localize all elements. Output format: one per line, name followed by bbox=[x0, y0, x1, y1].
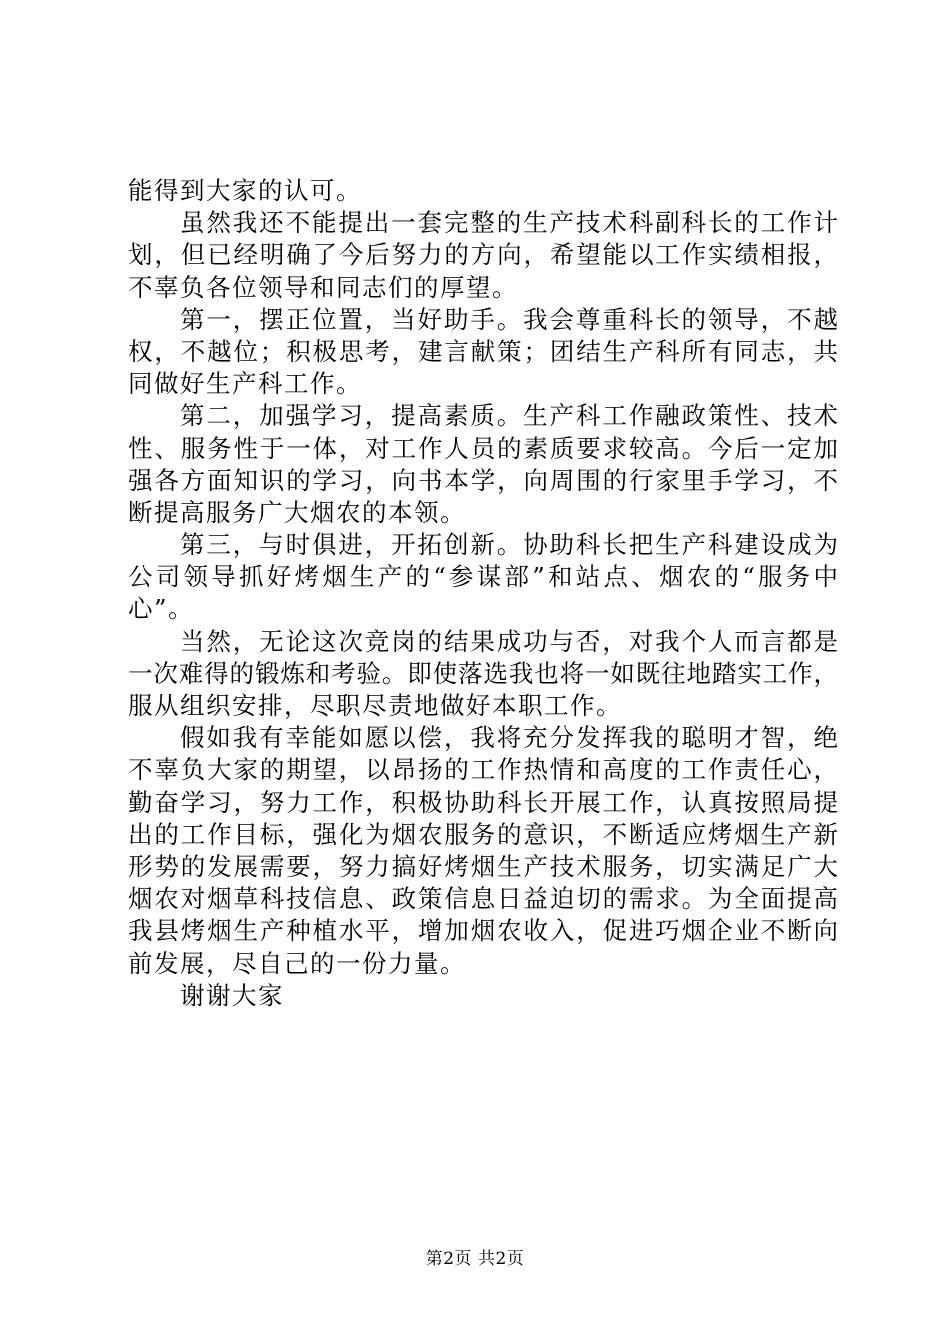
text-line: 虽然我还不能提出一套完整的生产技术科副科长的工作计 bbox=[180, 208, 838, 238]
text-line: 权，不越位；积极思考，建言献策；团结生产科所有同志，共 bbox=[128, 336, 838, 366]
text-line: 出的工作目标，强化为烟农服务的意识，不断适应烤烟生产新 bbox=[128, 819, 838, 849]
body-text bbox=[128, 175, 838, 1012]
text-line: 公司领导抓好烤烟生产的“参谋部”和站点、烟农的“服务中 bbox=[128, 562, 838, 592]
page-footer: 第2页 共2页 bbox=[425, 1249, 525, 1269]
text-line: 我县烤烟生产种植水平，增加烟农收入，促进巧烟企业不断向 bbox=[128, 916, 838, 946]
text-line: 能得到大家的认可。 bbox=[128, 176, 362, 205]
text-line: 服从组织安排，尽职尽责地做好本职工作。 bbox=[128, 691, 622, 720]
text-line: 划，但已经明确了今后努力的方向，希望能以工作实绩相报， bbox=[128, 240, 838, 270]
text-line: 不辜负大家的期望，以昂扬的工作热情和高度的工作责任心， bbox=[128, 755, 838, 785]
text-line: 不辜负各位领导和同志们的厚望。 bbox=[128, 272, 518, 302]
text-line: 前发展，尽自己的一份力量。 bbox=[128, 948, 466, 978]
text-line: 心”。 bbox=[128, 594, 195, 624]
text-line: 第一，摆正位置，当好助手。我会尊重科长的领导，不越 bbox=[180, 304, 838, 334]
text-line: 同做好生产科工作。 bbox=[128, 369, 362, 399]
text-line: 第二，加强学习，提高素质。生产科工作融政策性、技术 bbox=[180, 401, 838, 431]
text-line: 谢谢大家 bbox=[180, 980, 284, 1010]
text-line: 强各方面知识的学习，向书本学，向周围的行家里手学习，不 bbox=[128, 465, 838, 495]
text-line: 当然，无论这次竞岗的结果成功与否，对我个人而言都是 bbox=[180, 626, 838, 656]
text-line: 第三，与时俱进，开拓创新。协助科长把生产科建设成为 bbox=[180, 530, 838, 560]
text-line: 一次难得的锻炼和考验。即使落选我也将一如既往地踏实工作， bbox=[128, 658, 838, 688]
text-line: 勤奋学习，努力工作，积极协助科长开展工作，认真按照局提 bbox=[128, 787, 838, 817]
text-line: 烟农对烟草科技信息、政策信息日益迫切的需求。为全面提高 bbox=[128, 884, 838, 914]
text-line: 形势的发展需要，努力搞好烤烟生产技术服务，切实满足广大 bbox=[128, 851, 838, 881]
text-line: 假如我有幸能如愿以偿，我将充分发挥我的聪明才智，绝 bbox=[180, 723, 838, 753]
text-line: 性、服务性于一体，对工作人员的素质要求较高。今后一定加 bbox=[128, 433, 838, 463]
text-line: 断提高服务广大烟农的本领。 bbox=[128, 497, 466, 527]
